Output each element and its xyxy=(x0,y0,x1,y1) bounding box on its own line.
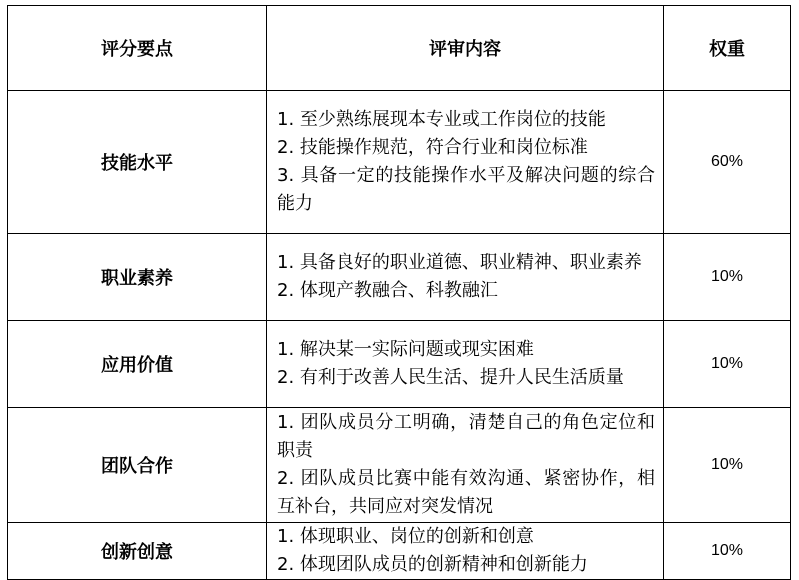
weight-cell: 10% xyxy=(664,321,791,408)
review-item: 1. 至少熟练展现本专业或工作岗位的技能 xyxy=(277,109,606,130)
scoring-point-cell: 技能水平 xyxy=(8,91,267,234)
scoring-point-cell: 职业素养 xyxy=(8,234,267,321)
review-content-cell xyxy=(267,321,664,408)
review-item: 1. 解决某一实际问题或现实困难 xyxy=(277,339,534,360)
review-content-cell xyxy=(267,408,664,523)
table-row xyxy=(8,91,791,234)
table-row xyxy=(8,523,791,580)
weight-cell: 10% xyxy=(664,523,791,580)
review-item: 2. 技能操作规范，符合行业和岗位标准 xyxy=(277,137,588,158)
header-scoring-point: 评分要点 xyxy=(8,6,267,91)
table-row xyxy=(8,321,791,408)
review-item: 2. 体现团队成员的创新精神和创新能力 xyxy=(277,554,588,575)
review-content-cell xyxy=(267,234,664,321)
scoring-table xyxy=(7,5,791,580)
review-item: 1. 团队成员分工明确，清楚自己的角色定位和职责 xyxy=(277,412,655,461)
scoring-point-cell: 应用价值 xyxy=(8,321,267,408)
review-item: 1. 体现职业、岗位的创新和创意 xyxy=(277,526,534,547)
weight-cell: 60% xyxy=(664,91,791,234)
header-weight: 权重 xyxy=(664,6,791,91)
table-header-row xyxy=(8,6,791,91)
review-item: 2. 团队成员比赛中能有效沟通、紧密协作，相互补台，共同应对突发情况 xyxy=(277,468,655,517)
scoring-table-container xyxy=(7,5,791,580)
weight-cell: 10% xyxy=(664,234,791,321)
scoring-point-cell: 创新创意 xyxy=(8,523,267,580)
table-row xyxy=(8,408,791,523)
review-item: 2. 有利于改善人民生活、提升人民生活质量 xyxy=(277,367,624,388)
review-item: 2. 体现产教融合、科教融汇 xyxy=(277,280,498,301)
review-item: 1. 具备良好的职业道德、职业精神、职业素养 xyxy=(277,252,642,273)
weight-cell: 10% xyxy=(664,408,791,523)
table-row xyxy=(8,234,791,321)
header-review-content: 评审内容 xyxy=(267,6,664,91)
review-content-cell xyxy=(267,523,664,580)
review-item: 3. 具备一定的技能操作水平及解决问题的综合能力 xyxy=(277,165,655,214)
scoring-point-cell: 团队合作 xyxy=(8,408,267,523)
review-content-cell xyxy=(267,91,664,234)
